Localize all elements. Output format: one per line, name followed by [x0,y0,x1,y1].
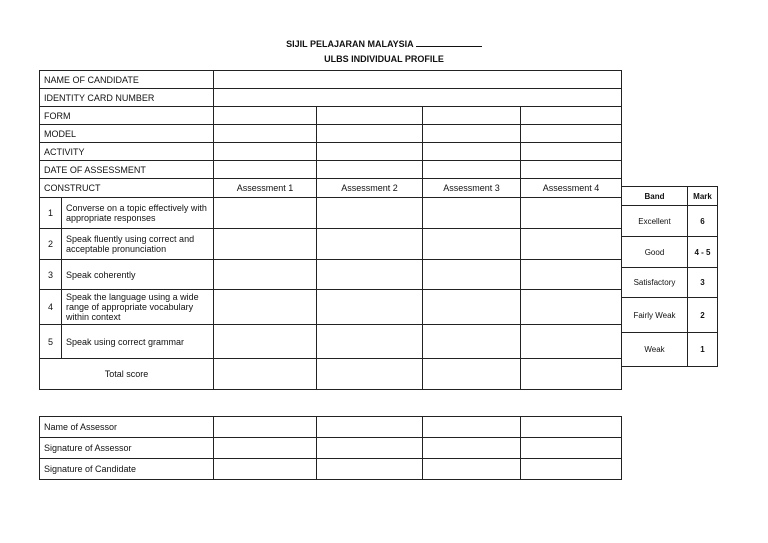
total-score-label: Total score [40,359,214,390]
score-cell[interactable] [317,290,423,325]
assessor-row [40,417,622,438]
date-cell[interactable] [317,161,423,179]
band-name: Weak [622,333,688,367]
info-label: DATE OF ASSESSMENT [40,161,214,179]
construct-text: Speak using correct grammar [62,325,214,359]
construct-number: 1 [40,198,62,229]
candidate-profile-table [39,70,622,390]
score-cell[interactable] [423,260,521,290]
form-cell[interactable] [423,107,521,125]
assessor-cell[interactable] [521,438,622,459]
form-subtitle: ULBS INDIVIDUAL PROFILE [324,54,444,64]
info-label: FORM [40,107,214,125]
assessor-cell[interactable] [423,459,521,480]
construct-number: 4 [40,290,62,325]
assessor-cell[interactable] [521,459,622,480]
score-cell[interactable] [521,290,622,325]
assessor-label: Name of Assessor [40,417,214,438]
construct-row [40,290,622,325]
form-title-text: SIJIL PELAJARAN MALAYSIA [286,39,414,49]
model-cell[interactable] [317,125,423,143]
band-header-row [622,187,718,206]
band-row [622,298,718,333]
assessor-cell[interactable] [423,417,521,438]
assessor-cell[interactable] [214,417,317,438]
construct-row [40,260,622,290]
info-row-date [40,161,622,179]
score-cell[interactable] [214,198,317,229]
info-row-activity [40,143,622,161]
score-cell[interactable] [423,290,521,325]
activity-cell[interactable] [423,143,521,161]
score-cell[interactable] [317,260,423,290]
score-cell[interactable] [521,229,622,260]
construct-number: 2 [40,229,62,260]
score-cell[interactable] [423,229,521,260]
score-cell[interactable] [521,260,622,290]
score-cell[interactable] [423,325,521,359]
band-row [622,333,718,367]
info-label: ACTIVITY [40,143,214,161]
assessment-header: Assessment 4 [521,179,622,198]
score-cell[interactable] [214,325,317,359]
assessor-cell[interactable] [521,417,622,438]
model-cell[interactable] [423,125,521,143]
activity-cell[interactable] [317,143,423,161]
form-cell[interactable] [214,107,317,125]
band-mark: 6 [688,206,718,237]
band-row [622,237,718,268]
info-row-model [40,125,622,143]
construct-text: Speak coherently [62,260,214,290]
assessor-cell[interactable] [214,438,317,459]
band-mark: 4 - 5 [688,237,718,268]
assessor-row [40,438,622,459]
total-cell[interactable] [423,359,521,390]
score-cell[interactable] [214,260,317,290]
score-cell[interactable] [317,198,423,229]
form-cell[interactable] [521,107,622,125]
score-cell[interactable] [214,290,317,325]
info-label: NAME OF CANDIDATE [40,71,214,89]
activity-cell[interactable] [521,143,622,161]
assessor-cell[interactable] [214,459,317,480]
band-mark: 1 [688,333,718,367]
title-blank-line [416,37,482,47]
info-row-ic [40,89,622,107]
model-cell[interactable] [214,125,317,143]
assessor-cell[interactable] [317,459,423,480]
model-cell[interactable] [521,125,622,143]
total-cell[interactable] [521,359,622,390]
date-cell[interactable] [214,161,317,179]
assessment-header: Assessment 1 [214,179,317,198]
band-mark: 2 [688,298,718,333]
name-field[interactable] [214,71,622,89]
construct-row [40,229,622,260]
total-row [40,359,622,390]
band-name: Excellent [622,206,688,237]
construct-text: Speak fluently using correct and acceptable pronunciation [62,229,214,260]
assessor-cell[interactable] [317,417,423,438]
assessment-header: Assessment 3 [423,179,521,198]
construct-number: 5 [40,325,62,359]
construct-number: 3 [40,260,62,290]
score-cell[interactable] [214,229,317,260]
total-cell[interactable] [214,359,317,390]
info-row-form [40,107,622,125]
score-cell[interactable] [521,325,622,359]
score-cell[interactable] [317,325,423,359]
mark-header: Mark [688,187,718,206]
band-mark-table [621,186,718,367]
date-cell[interactable] [521,161,622,179]
form-cell[interactable] [317,107,423,125]
band-row [622,268,718,298]
ic-field[interactable] [214,89,622,107]
total-cell[interactable] [317,359,423,390]
date-cell[interactable] [423,161,521,179]
assessor-row [40,459,622,480]
score-cell[interactable] [423,198,521,229]
band-name: Satisfactory [622,268,688,298]
info-label: MODEL [40,125,214,143]
construct-row [40,198,622,229]
score-cell[interactable] [317,229,423,260]
info-row-name [40,71,622,89]
activity-cell[interactable] [214,143,317,161]
assessor-label: Signature of Assessor [40,438,214,459]
band-mark: 3 [688,268,718,298]
construct-header-row [40,179,622,198]
construct-text: Speak the language using a wide range of appropriate vocabulary within context [62,290,214,325]
band-name: Good [622,237,688,268]
construct-text: Converse on a topic effectively with appropriate responses [62,198,214,229]
band-name: Fairly Weak [622,298,688,333]
construct-header: CONSTRUCT [40,179,214,198]
score-cell[interactable] [521,198,622,229]
band-row [622,206,718,237]
assessor-cell[interactable] [423,438,521,459]
assessment-header: Assessment 2 [317,179,423,198]
construct-row [40,325,622,359]
assessor-label: Signature of Candidate [40,459,214,480]
assessor-table [39,416,622,480]
assessor-cell[interactable] [317,438,423,459]
form-title [0,37,768,49]
info-label: IDENTITY CARD NUMBER [40,89,214,107]
band-header: Band [622,187,688,206]
